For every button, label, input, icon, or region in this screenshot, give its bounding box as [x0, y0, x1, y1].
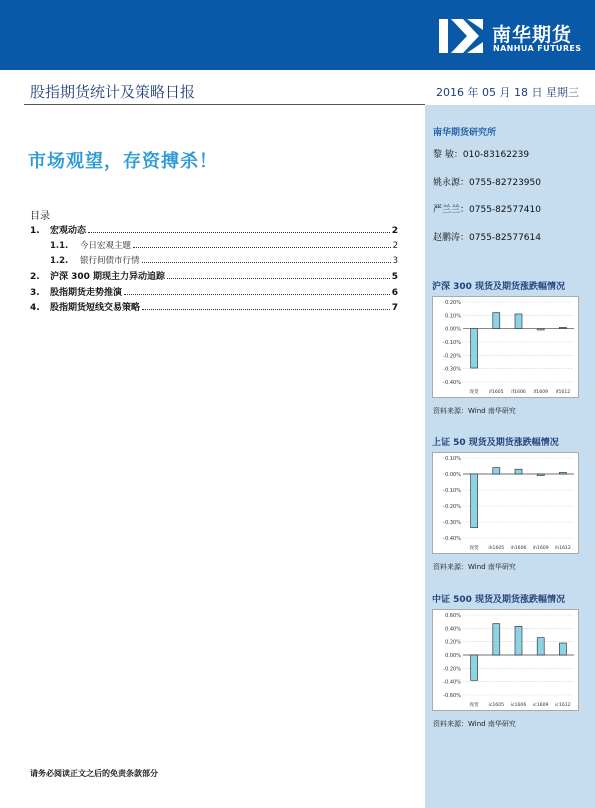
chart-sz50: [432, 452, 579, 554]
contact-row: [433, 202, 541, 215]
contact-row: [433, 147, 529, 160]
chart-zz500-plot: [433, 610, 578, 710]
toc-label: 股指期货短线交易策略: [50, 303, 141, 313]
toc-page: 6: [391, 288, 398, 298]
contact-phone: 010-83162239: [462, 150, 530, 160]
bar: [537, 638, 544, 655]
x-tick-label: ih1612: [554, 546, 571, 551]
sidebar-org: 南华期货研究所: [433, 128, 497, 138]
bar: [515, 626, 522, 655]
toc-item[interactable]: [30, 300, 398, 313]
disclaimer: 请务必阅读正文之后的免责条款部分: [30, 769, 158, 778]
chart-hs300: [432, 296, 579, 398]
chart-sz50-plot: [433, 453, 578, 553]
x-tick-label: 现货: [469, 703, 479, 708]
toc-page: 2: [392, 241, 398, 251]
y-tick-label: -0.30%: [443, 520, 461, 526]
bar: [493, 313, 500, 329]
contact-phone: 0755-82577410: [469, 205, 541, 215]
toc-leader: [142, 261, 391, 263]
toc-number: 2.: [30, 272, 40, 282]
bar: [559, 472, 566, 474]
y-tick-label: -0.40%: [443, 380, 461, 386]
y-tick-label: -0.20%: [443, 353, 461, 360]
toc-item[interactable]: [30, 269, 398, 282]
toc-number: 1.: [30, 226, 40, 236]
toc-label: 沪深 300 期现主力异动追踪: [50, 272, 166, 282]
bar: [559, 643, 566, 655]
chart-title: 上证 50 现货及期货涨跌幅情况: [432, 438, 559, 448]
title-divider: [24, 104, 425, 105]
y-tick-label: 0.10%: [445, 456, 461, 462]
y-tick-label: -0.20%: [443, 504, 461, 510]
y-tick-label: 0.20%: [445, 639, 461, 646]
x-tick-label: ic1612: [555, 703, 571, 708]
bar: [471, 474, 478, 528]
y-tick-label: 0.60%: [445, 613, 461, 619]
bar: [559, 327, 566, 328]
contact-name: 黎 敏：: [433, 150, 463, 160]
y-tick-label: -0.40%: [443, 679, 461, 686]
bar: [471, 655, 478, 680]
toc-leader: [88, 231, 390, 233]
toc-leader: [124, 293, 390, 295]
bar: [471, 329, 478, 368]
y-tick-label: -0.10%: [443, 488, 461, 494]
y-tick-label: 0.10%: [445, 313, 461, 320]
contact-phone: 0755-82723950: [469, 178, 541, 188]
toc-item[interactable]: [30, 285, 398, 298]
toc-page: 2: [391, 226, 398, 236]
x-tick-label: ih1609: [532, 546, 549, 551]
toc-number: 4.: [30, 303, 40, 313]
x-tick-label: if1605: [489, 390, 504, 395]
toc-number: 3.: [30, 288, 40, 298]
toc-page: 3: [392, 256, 398, 266]
bar: [493, 468, 500, 474]
contact-name: 赵鹏涛：: [433, 233, 470, 243]
bar: [537, 329, 544, 330]
nanhua-logo-icon: [437, 16, 485, 56]
x-tick-label: ih1605: [488, 546, 505, 551]
chart-title: 中证 500 现货及期货涨跌幅情况: [432, 595, 566, 605]
toc-leader: [167, 277, 390, 279]
y-tick-label: -0.40%: [443, 536, 461, 542]
y-tick-label: 0.00%: [445, 472, 461, 478]
toc-number: 1.1.: [50, 241, 69, 251]
contact-row: [433, 230, 541, 243]
toc-number: 1.2.: [50, 256, 69, 266]
y-tick-label: -0.20%: [443, 666, 461, 673]
toc-label: 宏观动态: [50, 226, 87, 236]
x-tick-label: ic1605: [488, 703, 505, 708]
x-tick-label: 现货: [469, 546, 479, 551]
toc-label: 股指期货走势推演: [50, 288, 123, 298]
contact-row: [433, 175, 541, 188]
toc-item[interactable]: [50, 254, 398, 266]
chart-source: 资料来源：Wind 南华研究: [433, 407, 516, 415]
headline: 市场观望，存资搏杀！: [28, 151, 218, 172]
report-date: 2016 年 05 月 18 日 星期三: [436, 86, 579, 99]
contact-name: 姚永源：: [433, 178, 470, 188]
toc-item[interactable]: [50, 239, 398, 251]
y-tick-label: -0.30%: [443, 366, 461, 373]
toc-title: 目录: [30, 211, 50, 222]
x-tick-label: ic1609: [532, 703, 549, 708]
toc-item[interactable]: [30, 223, 398, 236]
x-tick-label: if1612: [555, 390, 571, 395]
x-tick-label: if1606: [511, 390, 526, 395]
contact-name: 严兰兰：: [433, 205, 470, 215]
y-tick-label: 0.00%: [445, 326, 461, 333]
chart-source: 资料来源：Wind 南华研究: [433, 720, 516, 728]
x-tick-label: 现货: [469, 390, 479, 395]
chart-title: 沪深 300 现货及期货涨跌幅情况: [432, 282, 566, 292]
toc-label: 今日宏观主题: [80, 241, 132, 251]
toc-label: 银行间债市行情: [80, 256, 140, 266]
chart-hs300-plot: [433, 297, 578, 397]
y-tick-label: -0.60%: [443, 693, 461, 699]
report-title: 股指期货统计及策略日报: [30, 83, 196, 101]
toc-leader: [133, 246, 391, 248]
bar: [493, 624, 500, 655]
bar: [537, 474, 544, 476]
toc-page: 7: [391, 303, 398, 313]
x-tick-label: if1609: [533, 390, 548, 395]
toc-leader: [142, 308, 390, 310]
x-tick-label: ih1606: [510, 546, 527, 551]
contact-phone: 0755-82577614: [469, 233, 541, 243]
y-tick-label: -0.10%: [443, 340, 461, 346]
bar: [515, 469, 522, 474]
y-tick-label: 0.20%: [445, 300, 461, 306]
toc-page: 5: [391, 272, 398, 282]
chart-source: 资料来源：Wind 南华研究: [433, 563, 516, 571]
y-tick-label: 0.00%: [445, 653, 461, 659]
brand-name-en: NANHUA FUTURES: [493, 44, 582, 53]
y-tick-label: 0.40%: [445, 626, 461, 633]
chart-zz500: [432, 609, 579, 711]
brand-name-cn: 南华期货: [492, 24, 573, 46]
bar: [515, 314, 522, 329]
header-banner: [0, 0, 595, 70]
x-tick-label: ic1606: [510, 703, 527, 708]
